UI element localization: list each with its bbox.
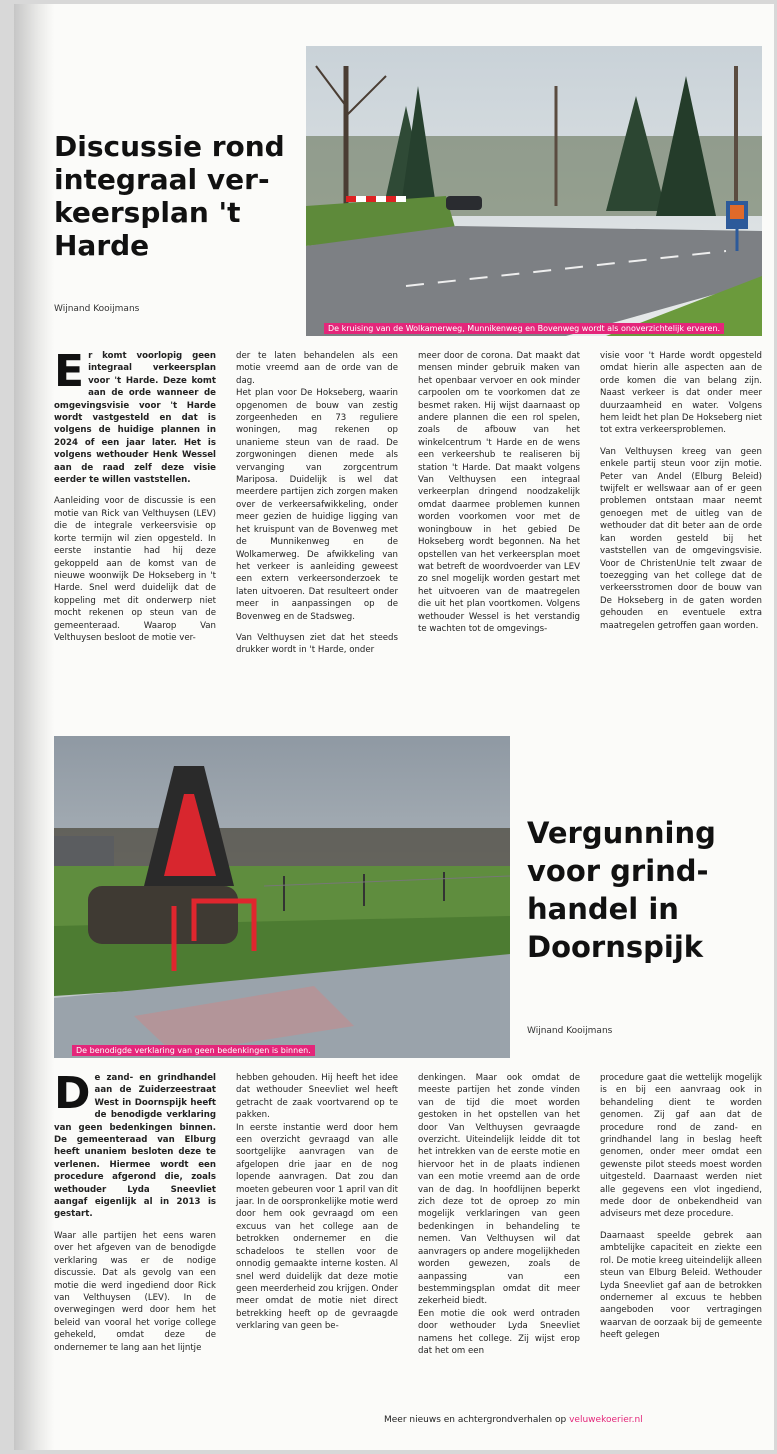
article1-lead: r komt voorlopig geen integraal verkeersplan voor 't Harde. Deze komt aan de orde wanneer de omgevingsvisie voor 't Harde wordt vastgesteld en dat is volgens de huidige plannen in 2024 of een jaar later. Het is volgens wethouder Henk Wessel aan de raad zelf deze visie eerder te willen vaststellen. — [54, 351, 216, 486]
headline-line: Doornspijk — [527, 930, 704, 964]
article2-paragraph: Waar alle partijen het eens waren over het afgeven van de benodigde verklaring was er de nodige discussie. Dat als gevolg van een motie die werd ingediend door Rick van Velthuysen (LEV). In de overwegingen werd door hem het beleid van vooral het vorige college gehekeld, omdat deze de ondernemer te lang aan het lijntje — [54, 1230, 216, 1353]
article2-photo-caption: De benodigde verklaring van geen bedenkingen is binnen. — [72, 1045, 315, 1056]
newspaper-page — [14, 4, 774, 1450]
article2-headline — [527, 814, 767, 966]
footer-text: Meer nieuws en achtergrondverhalen op — [384, 1415, 567, 1425]
headline-line: keersplan 't — [54, 196, 241, 229]
article2-byline: Wijnand Kooijmans — [527, 1026, 613, 1036]
article2-column-1 — [54, 1068, 216, 1363]
article2-paragraph: In eerste instantie werd door hem een overzicht gevraagd van alle soortgelijke aanvragen van de afgelopen drie jaar en de nog lopende aanvragen. Dat zou dan moeten gebeuren voor 1 april van dit jaar. In de oorspronkelijke motie werd door hem ook gevraagd om een excuus van het college aan de betrokken ondernemer en die schadeloos te stellen voor de onnodig gemaakte interne kosten. Al snel werd duidelijk dat deze motie geen meerderheid zou krijgen. Onder meer omdat de motie niet direct betrekking heeft op de gevraagde verklaring van geen be- — [236, 1122, 398, 1332]
article2-column-3 — [418, 1072, 580, 1366]
headline-line: Vergunning — [527, 816, 716, 850]
article2-paragraph: Een motie die ook werd ontraden door wethouder Lyda Sneevliet namens het college. Zij wijst erop dat het om een — [418, 1308, 580, 1356]
article2-paragraph: Daarnaast speelde gebrek aan ambtelijke capaciteit en ziekte een rol. De motie kreeg uiteindelijk alleen steun van Elburg Beleid. Wethouder Lyda Sneevliet gaf aan de betrokken ondernemer al excuus te hebben aangeboden voor vertragingen waarvan de oorzaak bij de gemeente heeft gelegen — [600, 1230, 762, 1341]
article1-paragraph: der te laten behandelen als een motie vreemd aan de orde van de dag. — [236, 351, 398, 386]
article1-dropcap: E — [54, 346, 85, 397]
article2-column-2 — [236, 1072, 398, 1342]
article1-headline — [54, 130, 314, 262]
article1-byline: Wijnand Kooijmans — [54, 304, 140, 314]
page-gutter — [14, 4, 54, 1450]
article1-paragraph: Van Velthuysen ziet dat het steeds drukker wordt in 't Harde, onder — [236, 632, 398, 656]
article1-column-3 — [418, 350, 580, 644]
gravel-sign-photo-illustration — [54, 736, 510, 1058]
headline-line: Discussie rond — [54, 130, 285, 163]
page-footer — [384, 1415, 643, 1425]
footer-link[interactable]: veluwekoerier.nl — [569, 1415, 643, 1425]
article2-lead: e zand- en grindhandel aan de Zuiderzeestraat West in Doornspijk heeft de benodigde verklaring van geen bedenkingen binnen. De gemeenteraad van Elburg heeft unaniem besloten deze te verlenen. Hiermee wordt een procedure afgerond die, zoals wethouder Lyda Sneevliet aangaf eigenlijk al in 2013 is gestart. — [54, 1073, 216, 1220]
headline-line: integraal ver- — [54, 163, 270, 196]
article1-column-1 — [54, 346, 216, 653]
article2-dropcap: D — [54, 1068, 91, 1119]
article2-paragraph: hebben gehouden. Hij heeft het idee dat wethouder Sneevliet wel heeft getracht de zaak voortvarend op te pakken. — [236, 1073, 398, 1121]
article1-photo — [306, 46, 762, 336]
article2-photo — [54, 736, 510, 1058]
headline-line: handel in — [527, 892, 679, 926]
article2-paragraph: procedure gaat die wettelijk mogelijk is en bij een aanvraag ook in behandeling dient te worden genomen. Zij gaf aan dat de procedure rond de zand- en grindhandel lang in beslag heeft genomen, onder meer omdat een gewenste pilot steeds moest worden uitgesteld. Daarnaast werden niet alle gegevens een vlot ingediend, mede door de onbekendheid van adviseurs met deze procedure. — [600, 1073, 762, 1220]
article1-paragraph: Van Velthuysen kreeg van geen enkele partij steun voor zijn motie. Peter van Andel (Elburg Beleid) twijfelt er wellswaar aan of er geen problemen ontstaan maar neemt genoegen met de uitleg van de wethouder dat dit beter aan de orde kan worden gesteld bij het vaststellen van de omgevingsvisie. Voor de ChristenUnie telt zwaar de toezegging van het college dat de verkeersstromen door de bouw van De Hokseberg in de gaten worden gehouden en eventuele extra maatregelen getroffen gaan worden. — [600, 446, 762, 631]
article1-paragraph: Het plan voor De Hokseberg, waarin opgenomen de bouw van zestig zorgeenheden en 73 reguliere woningen, mag rekenen op unanieme steun van de raad. De zorgwoningen dienen mede als vervanging van zorgcentrum Mariposa. Duidelijk is wel dat meerdere partijen zich zorgen maken over de verkeersafwikkeling, onder meer gezien de huidige ligging van het kruispunt van de Bovenweg met de Munnikenweg en de Wolkamerweg. De afwikkeling van het verkeer is aanleiding geweest een extern verkeersonderzoek te laten uitvoeren. Dat resulteert onder meer in aanpassingen op de Bovenweg en de Stadsweg. — [236, 388, 398, 622]
article1-paragraph: meer door de corona. Dat maakt dat mensen minder gebruik maken van het openbaar vervoer en ook minder carpoolen om te voorkomen dat ze besmet raken. Hij wijst daarnaast op andere plannen die een rol spelen, zoals de afbouw van het winkelcentrum 't Harde en de wens een verkeershub te realiseren bij station 't Harde. Dat maakt volgens Van Velthuysen een integraal verkeerplan dringend noodzakelijk omdat daarmee problemen kunnen worden voorkomen voor met de woningbouw in het gebied De Hokseberg wordt begonnen. Na het opstellen van het verkeersplan moet wat betreft de woordvoerder van LEV zo snel mogelijk worden gestart met het uitvoeren van de maatregelen die uit het plan voortkomen. Volgens wethouder Wessel is het verstandig te wachten tot de omgevings- — [418, 351, 580, 634]
article1-column-2 — [236, 350, 398, 666]
article2-column-4 — [600, 1072, 762, 1351]
article1-paragraph: Aanleiding voor de discussie is een motie van Rick van Velthuysen (LEV) die de integrale verkeersvisie op korte termijn wil zien opgesteld. In eerste instantie had hij deze gekoppeld aan de komst van de nieuwe woonwijk De Hokseberg in 't Harde. Snel werd duidelijk dat de koppeling met dit onderwerp niet mocht rekenen op steun van de gemeenteraad. Waarop Van Velthuysen besloot de motie ver- — [54, 496, 216, 643]
headline-line: voor grind- — [527, 854, 709, 888]
article1-paragraph: visie voor 't Harde wordt opgesteld omdat hierin alle aspecten aan de orde komen die van belang zijn. Naast verkeer is dat onder meer duurzaamheid en water. Volgens hem leidt het plan De Hokseberg niet tot extra verkeersproblemen. — [600, 351, 762, 436]
article1-column-4 — [600, 350, 762, 641]
headline-line: Harde — [54, 229, 150, 262]
crossroad-photo-illustration — [306, 46, 762, 336]
article2-paragraph: denkingen. Maar ook omdat de meeste partijen het zonde vinden van de tijd die moet worden gestoken in het opstellen van het door Van Velthuysen gevraagde overzicht. Uiteindelijk leidde dit tot het intrekken van de eerste motie en hiervoor het in de plaats indienen van een motie vreemd aan de orde van de dag. In hoofdlijnen beperkt zich deze tot de oproep zo min mogelijk verklaringen van geen bedenkingen in behandeling te nemen. Van Velthuysen wil dat aanvragers op andere mogelijkheden worden gewezen, zoals de aanpassing van een bestemmingsplan omdat dit meer zekerheid biedt. — [418, 1073, 580, 1307]
article1-photo-caption: De kruising van de Wolkamerweg, Munnikenweg en Bovenweg wordt als onoverzichtelijk ervaren. — [324, 323, 724, 334]
